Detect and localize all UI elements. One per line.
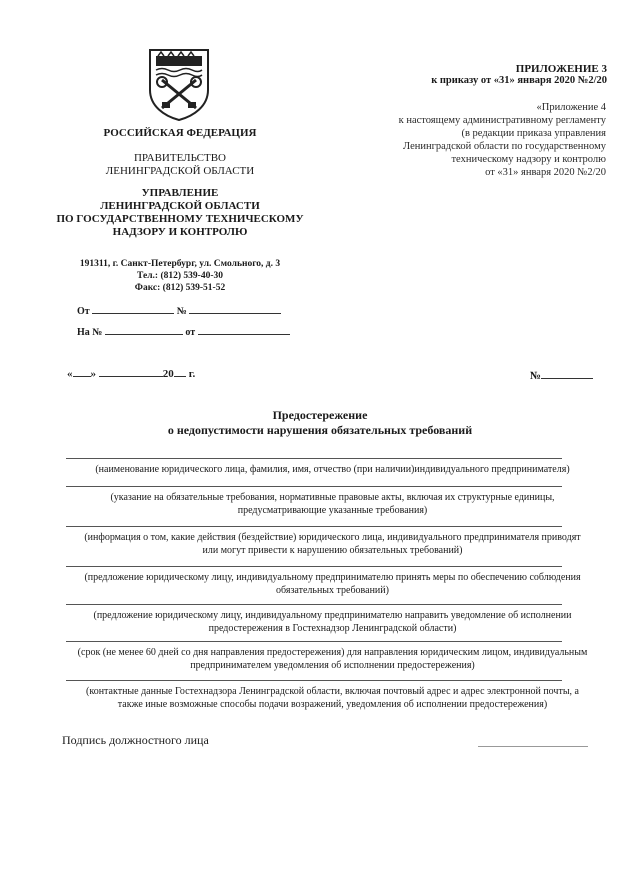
date-year-prefix: 20 xyxy=(162,368,174,380)
country-name: РОССИЙСКАЯ ФЕДЕРАЦИЯ xyxy=(103,127,257,139)
department-name xyxy=(40,187,320,239)
appendix-reference xyxy=(330,101,606,179)
field-caption-4-line-2: обязательных требований) xyxy=(276,585,389,596)
date-year-suffix: г. xyxy=(188,368,196,380)
appendix-order: к приказу от «31» января 2020 №2/20 xyxy=(431,75,607,86)
coat-of-arms-icon xyxy=(144,46,214,122)
from-row xyxy=(77,303,281,317)
date-month-blank xyxy=(99,366,163,377)
field-caption-2-line-1: (указание на обязательные требования, нормативные правовые акты, включая их структурные единицы, xyxy=(110,492,555,503)
in-reply-row xyxy=(77,324,290,338)
in-reply-number-blank xyxy=(105,324,183,335)
address: 191311, г. Санкт-Петербург, ул. Смольного, д. 3 xyxy=(79,259,281,269)
field-caption-6-line-2: предпринимателем уведомления об исполнении предостережения) xyxy=(190,660,475,671)
appendix-line-1: «Приложение 4 xyxy=(536,102,606,113)
department-line-4: НАДЗОРУ И КОНТРОЛЮ xyxy=(112,226,248,238)
date-day-blank xyxy=(73,366,91,377)
appendix-line-4: Ленинградской области по государственному xyxy=(403,141,606,152)
government-line-1: ПРАВИТЕЛЬСТВО xyxy=(133,152,226,164)
field-line-1 xyxy=(66,458,562,459)
field-caption-5 xyxy=(40,609,625,635)
field-caption-4 xyxy=(40,571,625,597)
date-row xyxy=(67,366,195,380)
signature-line xyxy=(478,746,588,747)
date-year-blank xyxy=(174,366,186,377)
field-caption-7-line-1: (контактные данные Гостехнадзора Ленинградской области, включая почтовый адрес и адрес электронной почты, а xyxy=(86,686,579,697)
from-number-sign: № xyxy=(176,306,187,317)
document-number-sign: № xyxy=(530,370,542,382)
department-line-1: УПРАВЛЕНИЕ xyxy=(141,187,219,199)
from-date-blank xyxy=(92,303,174,314)
title-line-2: о недопустимости нарушения обязательных требований xyxy=(167,423,473,437)
title-line-1: Предостережение xyxy=(272,408,368,422)
document-number-row xyxy=(530,368,593,382)
from-number-blank xyxy=(189,303,281,314)
in-reply-label: На № xyxy=(77,327,103,338)
field-caption-7-line-2: также иные возможные способы подачи возражений, уведомления об исполнении предостережения) xyxy=(117,699,548,710)
field-line-3 xyxy=(66,526,562,527)
field-caption-6-line-1: (срок (не менее 60 дней со дня направления предостережения) для направления юридическим лицом, индивидуальным xyxy=(77,647,588,658)
signature-label: Подпись должностного лица xyxy=(62,733,209,747)
field-line-7 xyxy=(66,680,562,681)
field-caption-5-line-1: (предложение юридическому лицу, индивидуальному предпринимателю направить уведомление об исполнении xyxy=(93,610,572,621)
government-name xyxy=(80,152,280,178)
in-reply-date-blank xyxy=(198,324,290,335)
field-caption-3 xyxy=(40,531,625,557)
appendix-line-5: техническому надзору и контролю xyxy=(451,154,606,165)
field-caption-3-line-1: (информация о том, какие действия (бездействие) юридического лица, индивидуального предпринимателя приводят xyxy=(84,532,581,543)
field-line-6 xyxy=(66,641,562,642)
field-line-5 xyxy=(66,604,562,605)
department-line-2: ЛЕНИНГРАДСКОЙ ОБЛАСТИ xyxy=(100,200,260,212)
field-caption-7 xyxy=(40,685,625,711)
appendix-line-6: от «31» января 2020 №2/20 xyxy=(485,167,606,178)
from-label: От xyxy=(77,306,90,317)
field-caption-1 xyxy=(40,463,625,476)
field-line-2 xyxy=(66,486,562,487)
document-title xyxy=(100,408,540,438)
appendix-line-3: (в редакции приказа управления xyxy=(461,128,606,139)
in-reply-from-label: от xyxy=(185,327,196,338)
fax: Факс: (812) 539-51-52 xyxy=(134,283,226,293)
contact-block xyxy=(60,258,300,294)
department-line-3: ПО ГОСУДАРСТВЕННОМУ ТЕХНИЧЕСКОМУ xyxy=(56,213,304,225)
field-caption-5-line-2: предостережения в Гостехнадзор Ленинградской области) xyxy=(208,623,457,634)
date-open-quote: « xyxy=(67,368,73,380)
field-line-4 xyxy=(66,566,562,567)
document-number-blank xyxy=(541,368,593,379)
field-caption-2-line-2: предусматривающие указанные требования) xyxy=(237,505,428,516)
field-caption-1-line-1: (наименование юридического лица, фамилия, имя, отчество (при наличии)индивидуального предпринимателя) xyxy=(95,464,570,475)
appendix-title: ПРИЛОЖЕНИЕ 3 xyxy=(515,63,607,75)
field-caption-3-line-2: или могут привести к нарушению обязательных требований) xyxy=(202,545,463,556)
appendix-line-2: к настоящему административному регламенту xyxy=(398,115,606,126)
field-caption-4-line-1: (предложение юридическому лицу, индивидуальному предпринимателю принять меры по обеспечению соблюдения xyxy=(84,572,581,583)
government-line-2: ЛЕНИНГРАДСКОЙ ОБЛАСТИ xyxy=(105,165,255,177)
field-caption-2 xyxy=(40,491,625,517)
field-caption-6 xyxy=(40,646,625,672)
phone: Тел.: (812) 539-40-30 xyxy=(137,271,223,281)
date-close-quote: » xyxy=(90,368,96,380)
